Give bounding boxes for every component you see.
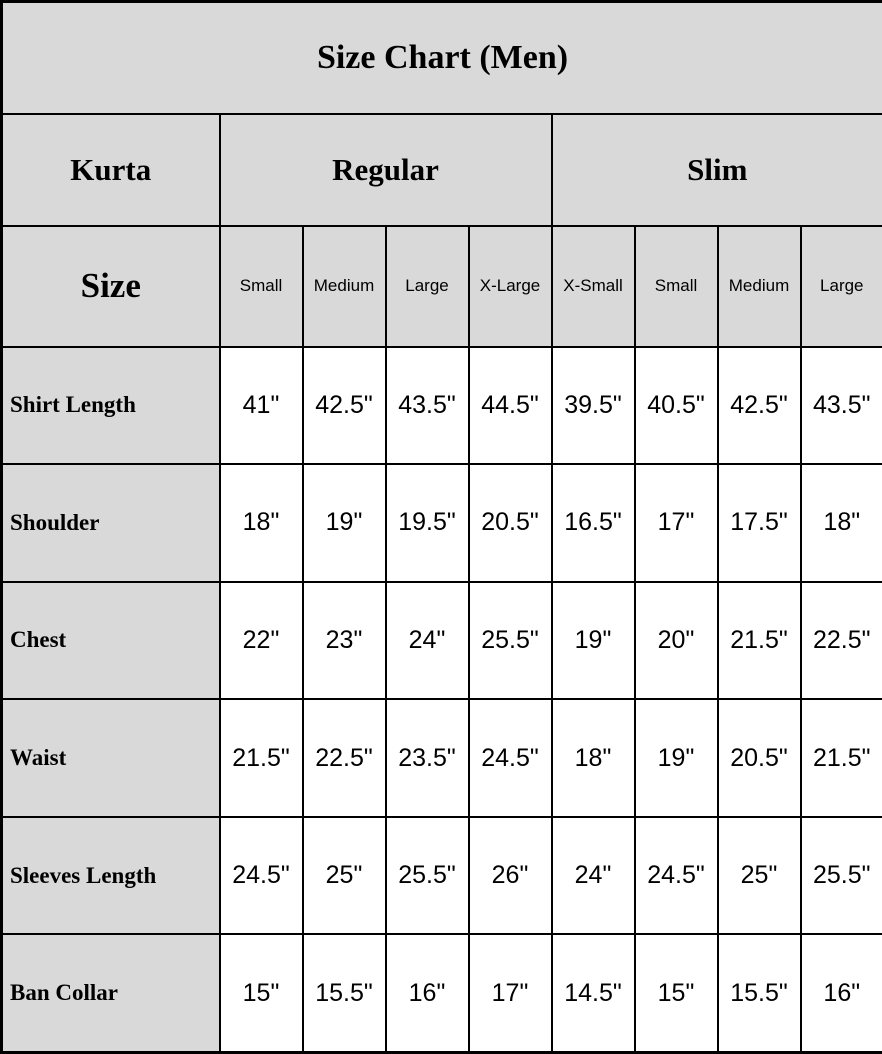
data-cell: 16" [386,934,469,1052]
row-label-cell: Shirt Length [2,347,220,465]
data-cell: 17" [469,934,552,1052]
data-cell: 18" [220,464,303,582]
row-label-cell: Chest [2,582,220,700]
data-cell: 19" [635,699,718,817]
data-cell: 25.5" [386,817,469,935]
data-cell: 19.5" [386,464,469,582]
data-cell: 20.5" [469,464,552,582]
data-cell: 42.5" [718,347,801,465]
data-cell: 16" [801,934,882,1052]
data-cell: 41" [220,347,303,465]
row-label-cell: Sleeves Length [2,817,220,935]
data-cell: 22.5" [801,582,882,700]
group-header-row [2,114,882,225]
table-row-ban-collar [2,934,882,1052]
data-cell: 21.5" [718,582,801,700]
data-cell: 24.5" [469,699,552,817]
column-header-regular-medium: Medium [303,226,386,347]
data-cell: 17.5" [718,464,801,582]
data-cell: 15" [220,934,303,1052]
column-header-slim-medium: Medium [718,226,801,347]
data-cell: 24" [386,582,469,700]
data-cell: 21.5" [220,699,303,817]
kurta-header-cell: Kurta [2,114,220,225]
data-cell: 24.5" [220,817,303,935]
data-cell: 18" [801,464,882,582]
data-cell: 22" [220,582,303,700]
title-row [2,2,882,115]
table-row-shoulder [2,464,882,582]
data-cell: 19" [303,464,386,582]
chart-title: Size Chart (Men) [2,2,882,115]
table-row-sleeves-length [2,817,882,935]
size-header-cell: Size [2,226,220,347]
column-header-slim-small: Small [635,226,718,347]
data-cell: 24" [552,817,635,935]
data-cell: 14.5" [552,934,635,1052]
data-cell: 25" [718,817,801,935]
table-row-waist [2,699,882,817]
data-cell: 21.5" [801,699,882,817]
data-cell: 16.5" [552,464,635,582]
table-row-chest [2,582,882,700]
data-cell: 17" [635,464,718,582]
data-cell: 23" [303,582,386,700]
data-cell: 18" [552,699,635,817]
column-header-slim-large: Large [801,226,882,347]
data-cell: 15" [635,934,718,1052]
size-header-row [2,226,882,347]
data-cell: 24.5" [635,817,718,935]
data-cell: 22.5" [303,699,386,817]
data-cell: 39.5" [552,347,635,465]
data-cell: 23.5" [386,699,469,817]
column-header-regular-xlarge: X-Large [469,226,552,347]
data-cell: 25" [303,817,386,935]
row-label-cell: Shoulder [2,464,220,582]
row-label-cell: Ban Collar [2,934,220,1052]
data-cell: 25.5" [801,817,882,935]
data-cell: 42.5" [303,347,386,465]
data-cell: 43.5" [801,347,882,465]
data-cell: 40.5" [635,347,718,465]
column-header-regular-large: Large [386,226,469,347]
column-header-slim-xsmall: X-Small [552,226,635,347]
data-cell: 25.5" [469,582,552,700]
slim-group-header: Slim [552,114,882,225]
row-label-cell: Waist [2,699,220,817]
data-cell: 19" [552,582,635,700]
data-cell: 20" [635,582,718,700]
data-cell: 15.5" [303,934,386,1052]
table-row-shirt-length [2,347,882,465]
data-cell: 44.5" [469,347,552,465]
data-cell: 43.5" [386,347,469,465]
column-header-regular-small: Small [220,226,303,347]
data-cell: 26" [469,817,552,935]
regular-group-header: Regular [220,114,552,225]
data-cell: 20.5" [718,699,801,817]
data-cell: 15.5" [718,934,801,1052]
